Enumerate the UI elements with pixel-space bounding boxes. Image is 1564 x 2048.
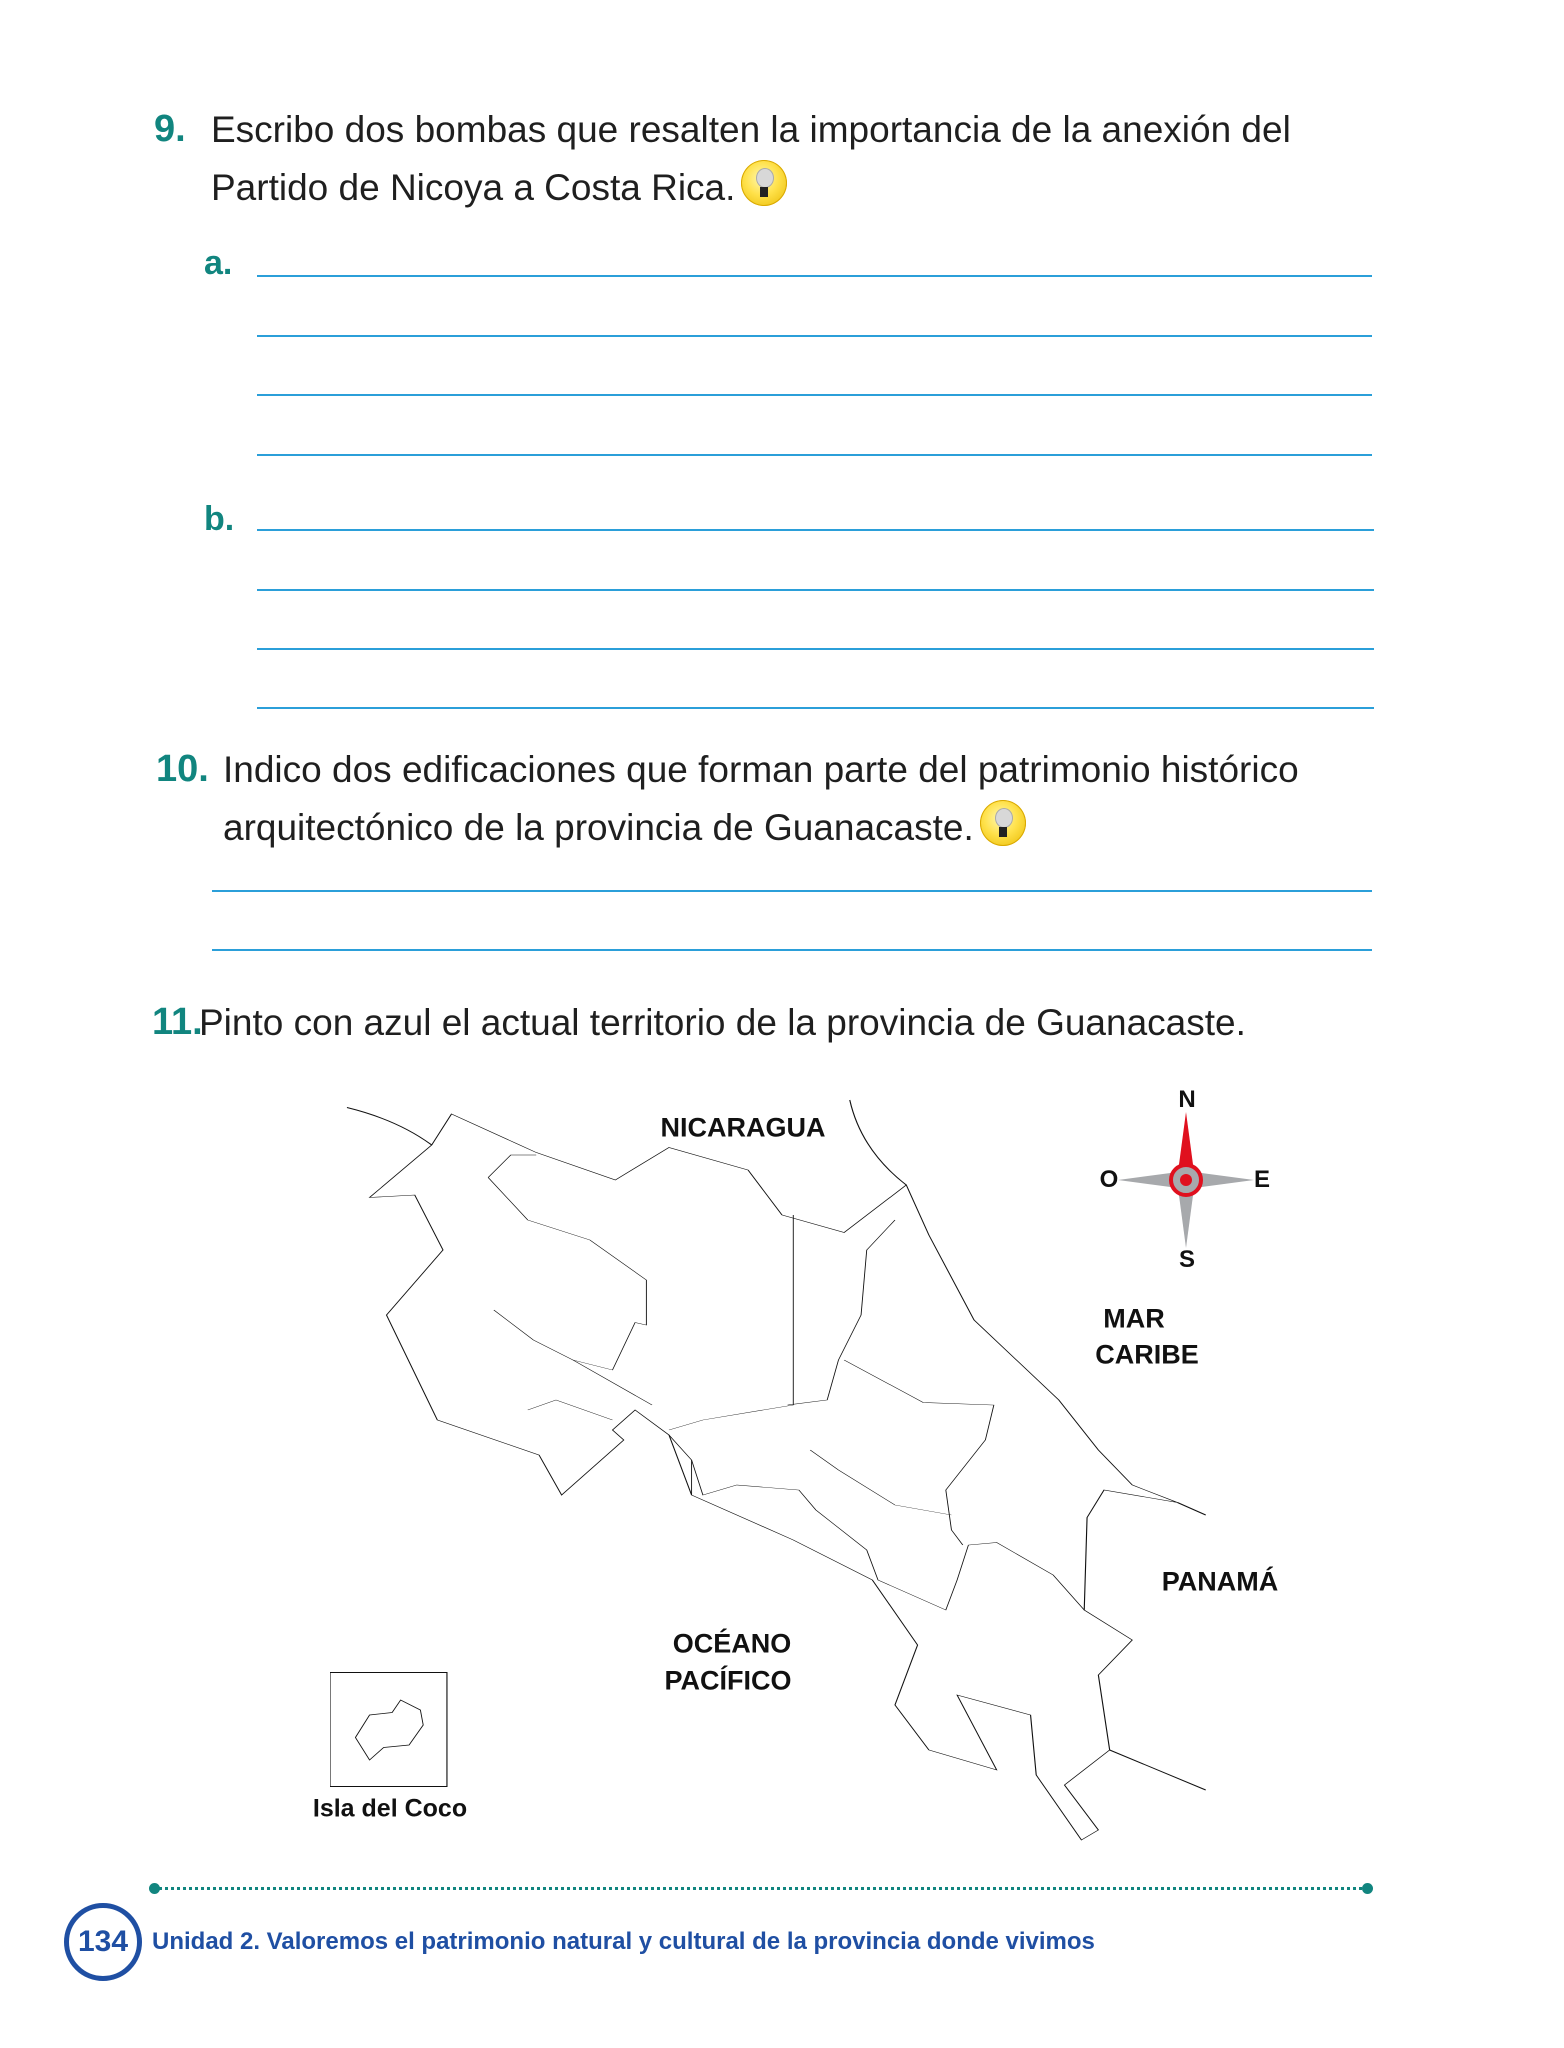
label-nicaragua: NICARAGUA <box>660 1112 826 1143</box>
answer-line <box>257 648 1374 650</box>
compass-west: O <box>1099 1166 1119 1193</box>
subitem-label-b: b. <box>204 500 235 538</box>
lightbulb-icon <box>980 800 1026 846</box>
label-panama: PANAMÁ <box>1161 1566 1279 1597</box>
question-text-line-1: Indico dos edificaciones que forman parte del patrimonio histórico <box>223 749 1299 790</box>
compass-south: S <box>1178 1246 1196 1273</box>
label-oceano: OCÉANO <box>672 1628 792 1659</box>
compass-rose-icon <box>1116 1110 1256 1250</box>
isla-del-coco-inset <box>330 1673 447 1787</box>
label-caribe: CARIBE <box>1095 1339 1199 1370</box>
question-number: 11. <box>152 1001 203 1043</box>
answer-line <box>257 707 1374 709</box>
question-text-line-2 <box>211 159 787 217</box>
province-borders <box>488 1155 1084 1610</box>
answer-line <box>257 454 1372 456</box>
answer-line <box>212 890 1372 892</box>
question-text-line-1: Pinto con azul el actual territorio de la provincia de Guanacaste. <box>199 1002 1246 1043</box>
compass-east: E <box>1253 1166 1271 1193</box>
answer-line <box>257 589 1374 591</box>
country-outline <box>370 1114 1178 1840</box>
question-text-line-2 <box>223 799 1026 857</box>
question-text-line-1: Escribo dos bombas que resalten la importancia de la anexión del <box>211 109 1291 150</box>
label-pacifico: PACÍFICO <box>664 1665 792 1696</box>
compass-north: N <box>1178 1086 1196 1113</box>
question-number: 10. <box>156 748 209 790</box>
page-number-badge <box>64 1903 142 1981</box>
label-isla-del-coco: Isla del Coco <box>312 1794 468 1823</box>
costa-rica-map[interactable] <box>330 1090 1230 1870</box>
answer-line <box>257 335 1372 337</box>
subitem-label-a: a. <box>204 244 233 282</box>
answer-line <box>257 529 1374 531</box>
divider-dot <box>149 1883 160 1894</box>
question-text: Partido de Nicoya a Costa Rica. <box>211 167 736 208</box>
footer-divider <box>154 1887 1368 1890</box>
lightbulb-icon <box>741 160 787 206</box>
label-mar: MAR <box>1103 1303 1165 1334</box>
question-number: 9. <box>154 108 186 150</box>
answer-line <box>257 394 1372 396</box>
question-text: arquitectónico de la provincia de Guanacaste. <box>223 807 974 848</box>
answer-line <box>212 949 1372 951</box>
divider-dot <box>1362 1883 1373 1894</box>
answer-line <box>257 275 1372 277</box>
unit-title: Unidad 2. Valoremos el patrimonio natural y cultural de la provincia donde vivimos <box>152 1928 1095 1955</box>
page-number: 134 <box>77 1925 129 1958</box>
isla-del-coco-outline <box>355 1700 423 1760</box>
